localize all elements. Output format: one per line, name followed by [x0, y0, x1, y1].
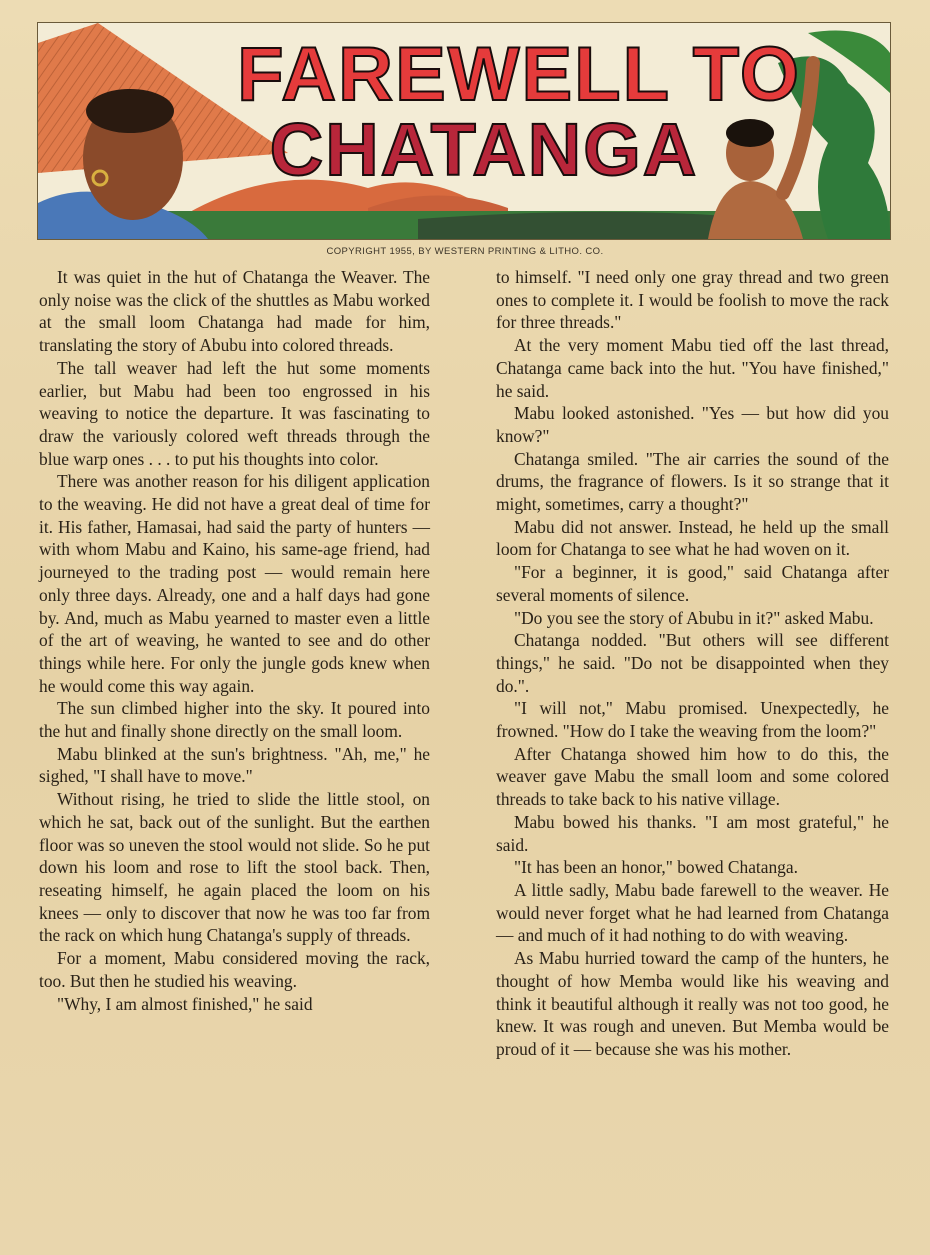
paragraph: "It has been an honor," bowed Chatanga.	[514, 857, 798, 878]
paragraph: A little sadly, Mabu bade farewell to the weaver. He would never forget what he had learned from Chatanga — and much of it had nothing to do with weaving.	[496, 879, 889, 946]
paragraph: For a moment, Mabu considered moving the rack, too. But then he studied his weaving.	[39, 948, 430, 991]
paragraph: The sun climbed higher into the sky. It poured into the hut and finally shone directly on the small loom.	[39, 698, 430, 742]
paragraph: After Chatanga showed him how to do this, the weaver gave Mabu the small loom and some colored threads to take back to his native village.	[496, 743, 889, 810]
title-banner-illustration	[37, 22, 891, 240]
paragraph: Chatanga smiled. "The air carries the sound of the drums, the fragrance of flowers. Is it so strange that it might, sometimes, carry a thought?"	[496, 448, 889, 515]
paragraph: Without rising, he tried to slide the little stool, on which he sat, back out of the sunlight. But the earthen floor was so uneven the stool would not slide. So he put down his loom and rose to lift the stool back. Then, reseating himself, he again placed the loom on his knees — only to discover that now he was too far from the rack on which hung Chatanga's supply of threads.	[39, 789, 430, 946]
paragraph: As Mabu hurried toward the camp of the hunters, he thought of how Memba would like his weaving and think it beautiful although it really was not too good, he knew. It was rough and uneven. But Memba would be proud of it — because she was his mother.	[496, 948, 889, 1059]
paragraph: "Do you see the story of Abubu in it?" asked Mabu.	[514, 607, 874, 628]
paragraph: At the very moment Mabu tied off the last thread, Chatanga came back into the hut. "You have finished," he said.	[496, 335, 889, 401]
paragraph: Mabu bowed his thanks. "I am most grateful," he said.	[496, 811, 889, 855]
paragraph: Chatanga nodded. "But others will see different things," he said. "Do not be disappointed when they do.".	[496, 630, 889, 696]
title-line-1: FAREWELL TO	[237, 32, 801, 117]
paragraph: Mabu did not answer. Instead, he held up the small loom for Chatanga to see what he had woven on it.	[496, 516, 889, 560]
paragraph: It was quiet in the hut of Chatanga the Weaver. The only noise was the click of the shuttles as Mabu worked at the small loom Chatanga had made for him, translating the story of Abubu into colored threads.	[39, 267, 430, 356]
paragraph: "I will not," Mabu promised. Unexpectedly, he frowned. "How do I take the weaving from the loom?"	[496, 698, 889, 742]
paragraph: "Why, I am almost finished," he said	[57, 993, 313, 1014]
copyright-notice: COPYRIGHT 1955, BY WESTERN PRINTING & LITHO. CO.	[326, 246, 604, 257]
title-line-2: CHATANGA	[269, 108, 699, 191]
paragraph-continued: to himself. "I need only one gray thread and two green ones to complete it. I would be foolish to move the rack for three threads."	[496, 267, 889, 333]
paragraph: Mabu blinked at the sun's brightness. "Ah, me," he sighed, "I shall have to move."	[39, 743, 430, 787]
paragraph: Mabu looked astonished. "Yes — but how did you know?"	[496, 403, 889, 446]
right-column	[496, 266, 889, 1061]
left-column	[39, 266, 430, 1015]
paragraph: There was another reason for his diligent application to the weaving. He did not have a great deal of time for it. His father, Hamasai, had said the party of hunters — with whom Mabu and Kaino, his same-age friend, had journeyed to the trading post — would remain here only three days. Already, one and a half days had gone by. And, much as Mabu yearned to master even a little of the art of weaving, he wanted to see and do other things while here. For only the jungle gods knew when he would come this way again.	[39, 471, 430, 696]
paragraph: The tall weaver had left the hut some moments earlier, but Mabu had been too engrossed in his weaving to notice the departure. It was fascinating to draw the variously colored weft threads through the blue warp ones . . . to put his thoughts into color.	[39, 357, 430, 469]
paragraph: "For a beginner, it is good," said Chatanga after several moments of silence.	[496, 562, 889, 605]
